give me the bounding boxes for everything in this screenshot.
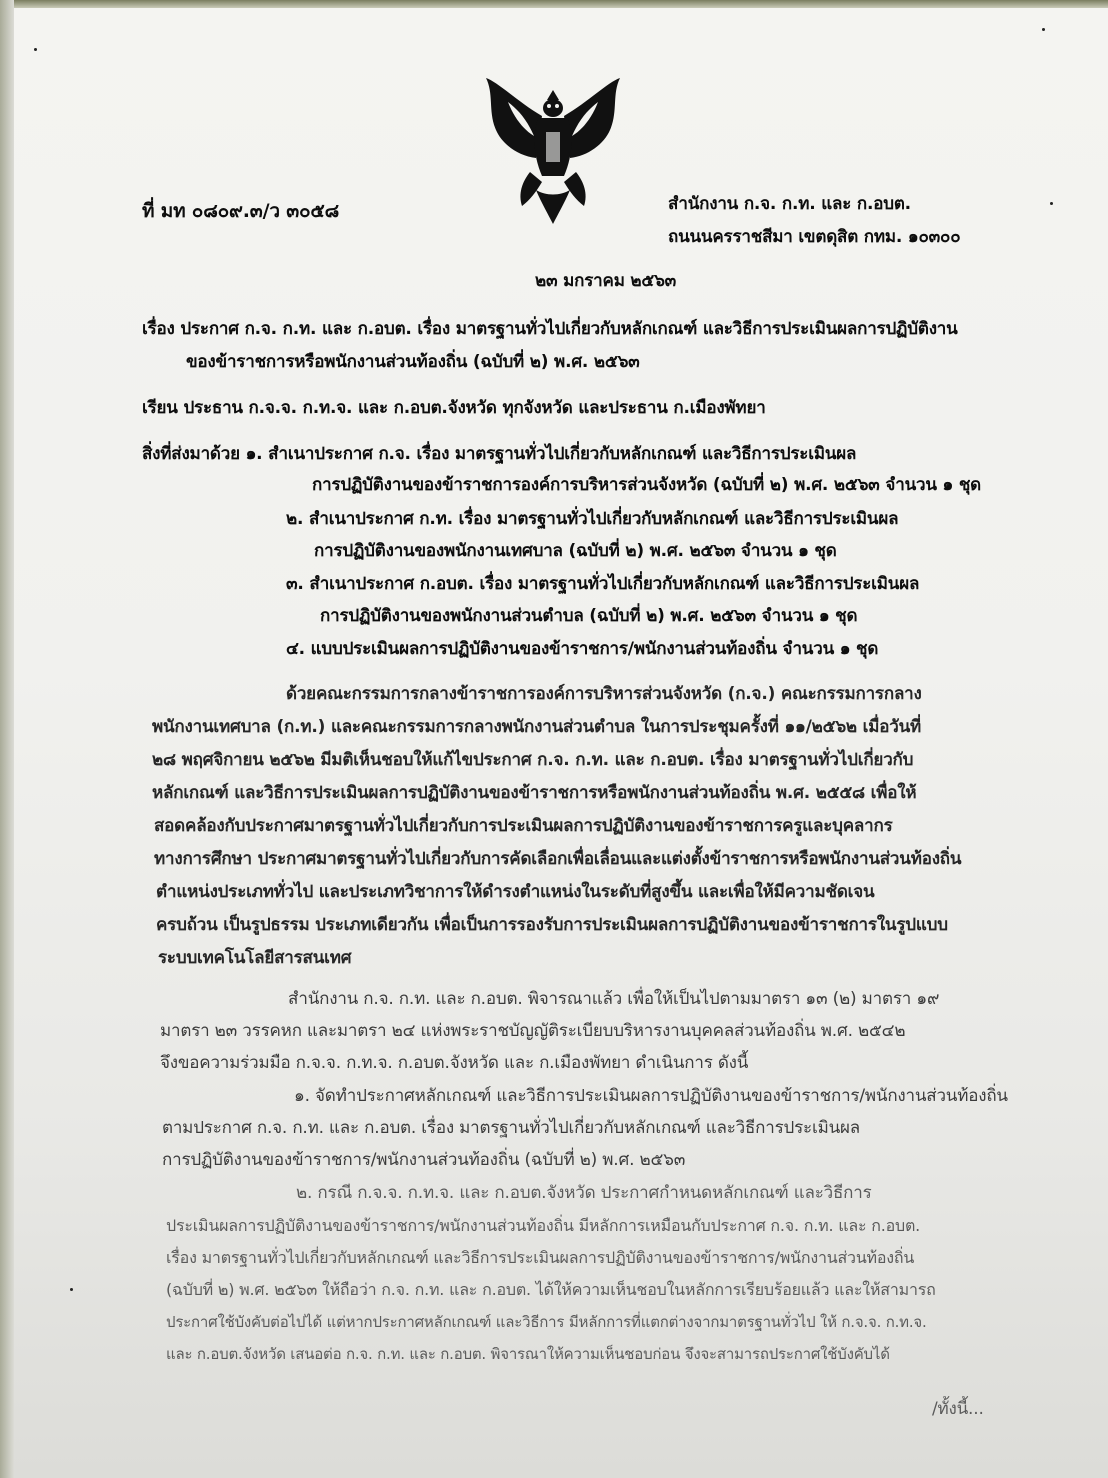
body-paragraph-line: จึงขอความร่วมมือ ก.จ.จ. ก.ท.จ. ก.อบต.จังหวัด และ ก.เมืองพัทยา ดำเนินการ ดังนี้ <box>160 1053 749 1073</box>
enclosure-line: ๓. สำเนาประกาศ ก.อบต. เรื่อง มาตรฐานทั่วไปเกี่ยวกับหลักเกณฑ์ และวิธีการประเมินผล <box>286 574 920 594</box>
recipient-line: เรียน ประธาน ก.จ.จ. ก.ท.จ. และ ก.อบต.จังหวัด ทุกจังหวัด และประธาน ก.เมืองพัทยา <box>142 398 766 418</box>
body-paragraph-line: การปฏิบัติงานของข้าราชการ/พนักงานส่วนท้องถิ่น (ฉบับที่ ๒) พ.ศ. ๒๕๖๓ <box>162 1150 686 1170</box>
page-continuation: /ทั้งนี้... <box>932 1399 984 1419</box>
body-paragraph-line: ตำแหน่งประเภททั่วไป และประเภทวิชาการให้ดำรงตำแหน่งในระดับที่สูงขึ้น และเพื่อให้มีความชัดเจน <box>156 882 875 902</box>
body-paragraph-line: ประเมินผลการปฏิบัติงานของข้าราชการ/พนักงานส่วนท้องถิ่น มีหลักการเหมือนกับประกาศ ก.จ. ก.ท. และ ก.อบต. <box>166 1216 921 1235</box>
enclosure-line: การปฏิบัติงานของข้าราชการองค์การบริหารส่วนจังหวัด (ฉบับที่ ๒) พ.ศ. ๒๕๖๓ จำนวน ๑ ชุด <box>312 475 982 495</box>
body-paragraph-line: ทางการศึกษา ประกาศมาตรฐานทั่วไปเกี่ยวกับการคัดเลือกเพื่อเลื่อนและแต่งตั้งข้าราชการหรือพนักงานส่วนท้องถิ่น <box>154 849 962 869</box>
body-paragraph-line: เรื่อง มาตรฐานทั่วไปเกี่ยวกับหลักเกณฑ์ และวิธีการประเมินผลการปฏิบัติงานของข้าราชการ/พนักงานส่วนท้องถิ่น <box>166 1248 915 1267</box>
enclosure-line: การปฏิบัติงานของพนักงานส่วนตำบล (ฉบับที่ ๒) พ.ศ. ๒๕๖๓ จำนวน ๑ ชุด <box>320 606 858 626</box>
body-paragraph-line: มาตรา ๒๓ วรรคหก และมาตรา ๒๔ แห่งพระราชบัญญัติระเบียบบริหารงานบุคคลส่วนท้องถิ่น พ.ศ. ๒๕๔๒ <box>160 1021 906 1041</box>
body-paragraph-line: ๑. จัดทำประกาศหลักเกณฑ์ และวิธีการประเมินผลการปฏิบัติงานของข้าราชการ/พนักงานส่วนท้องถิ่น <box>294 1086 1008 1106</box>
office-name: สำนักงาน ก.จ. ก.ท. และ ก.อบต. <box>668 194 911 214</box>
speck <box>70 1288 73 1291</box>
body-paragraph-line: ตามประกาศ ก.จ. ก.ท. และ ก.อบต. เรื่อง มาตรฐานทั่วไปเกี่ยวกับหลักเกณฑ์ และวิธีการประเมินผล <box>162 1118 860 1138</box>
document-number: ที่ มท ๐๘๐๙.๓/ว ๓๐๕๘ <box>142 200 340 222</box>
subject-line-1: เรื่อง ประกาศ ก.จ. ก.ท. และ ก.อบต. เรื่อง มาตรฐานทั่วไปเกี่ยวกับหลักเกณฑ์ และวิธีการประเมินผลการปฏิบัติงาน <box>142 319 958 339</box>
enclosure-line: การปฏิบัติงานของพนักงานเทศบาล (ฉบับที่ ๒) พ.ศ. ๒๕๖๓ จำนวน ๑ ชุด <box>314 541 837 561</box>
body-paragraph-line: (ฉบับที่ ๒) พ.ศ. ๒๕๖๓ ให้ถือว่า ก.จ. ก.ท. และ ก.อบต. ได้ให้ความเห็นชอบในหลักการเรียบร้อยแล้ว และให้สามารถ <box>166 1280 936 1299</box>
body-paragraph-line: สำนักงาน ก.จ. ก.ท. และ ก.อบต. พิจารณาแล้ว เพื่อให้เป็นไปตามมาตรา ๑๓ (๒) มาตรา ๑๙ <box>288 989 940 1009</box>
body-paragraph-line: ประกาศใช้บังคับต่อไปได้ แต่หากประกาศหลักเกณฑ์ และวิธีการ มีหลักการที่แตกต่างจากมาตรฐานทั่วไป ให้ ก.จ.จ. ก.ท.จ. <box>166 1313 927 1331</box>
speck <box>1050 202 1053 205</box>
body-paragraph-line: ๒. กรณี ก.จ.จ. ก.ท.จ. และ ก.อบต.จังหวัด ประกาศกำหนดหลักเกณฑ์ และวิธีการ <box>296 1183 872 1203</box>
office-address: ถนนนครราชสีมา เขตดุสิต กทม. ๑๐๓๐๐ <box>668 227 961 247</box>
enclosure-line: ๔. แบบประเมินผลการปฏิบัติงานของข้าราชการ/พนักงานส่วนท้องถิ่น จำนวน ๑ ชุด <box>286 639 879 659</box>
garuda-emblem-icon <box>478 72 628 232</box>
speck <box>1042 28 1045 31</box>
body-paragraph-line: ระบบเทคโนโลยีสารสนเทศ <box>158 948 352 968</box>
speck <box>34 48 37 51</box>
letter-date: ๒๓ มกราคม ๒๕๖๓ <box>535 271 677 291</box>
body-paragraph-line: สอดคล้องกับประกาศมาตรฐานทั่วไปเกี่ยวกับการประเมินผลการปฏิบัติงานของข้าราชการครูและบุคลากร <box>154 816 893 836</box>
body-paragraph-line: หลักเกณฑ์ และวิธีการประเมินผลการปฏิบัติงานของข้าราชการหรือพนักงานส่วนท้องถิ่น พ.ศ. ๒๕๕๘ เพื่อให้ <box>152 783 917 803</box>
body-paragraph-line: พนักงานเทศบาล (ก.ท.) และคณะกรรมการกลางพนักงานส่วนตำบล ในการประชุมครั้งที่ ๑๑/๒๕๖๒ เมื่อวันที่ <box>152 717 922 737</box>
body-paragraph-line: ด้วยคณะกรรมการกลางข้าราชการองค์การบริหารส่วนจังหวัด (ก.จ.) คณะกรรมการกลาง <box>286 684 922 704</box>
enclosure-line: สิ่งที่ส่งมาด้วย ๑. สำเนาประกาศ ก.จ. เรื่อง มาตรฐานทั่วไปเกี่ยวกับหลักเกณฑ์ และวิธีการประเมินผล <box>142 444 857 464</box>
subject-line-2: ของข้าราชการหรือพนักงานส่วนท้องถิ่น (ฉบับที่ ๒) พ.ศ. ๒๕๖๓ <box>186 352 640 372</box>
body-paragraph-line: ครบถ้วน เป็นรูปธรรม ประเภทเดียวกัน เพื่อเป็นการรองรับการประเมินผลการปฏิบัติงานของข้าราชการในรูปแบบ <box>156 915 948 935</box>
body-paragraph-line: และ ก.อบต.จังหวัด เสนอต่อ ก.จ. ก.ท. และ ก.อบต. พิจารณาให้ความเห็นชอบก่อน จึงจะสามารถประกาศใช้บังคับได้ <box>166 1345 890 1363</box>
body-paragraph-line: ๒๘ พฤศจิกายน ๒๕๖๒ มีมติเห็นชอบให้แก้ไขประกาศ ก.จ. ก.ท. และ ก.อบต. เรื่อง มาตรฐานทั่วไปเกี่ยวกับ <box>152 750 914 770</box>
enclosure-line: ๒. สำเนาประกาศ ก.ท. เรื่อง มาตรฐานทั่วไปเกี่ยวกับหลักเกณฑ์ และวิธีการประเมินผล <box>286 509 899 529</box>
